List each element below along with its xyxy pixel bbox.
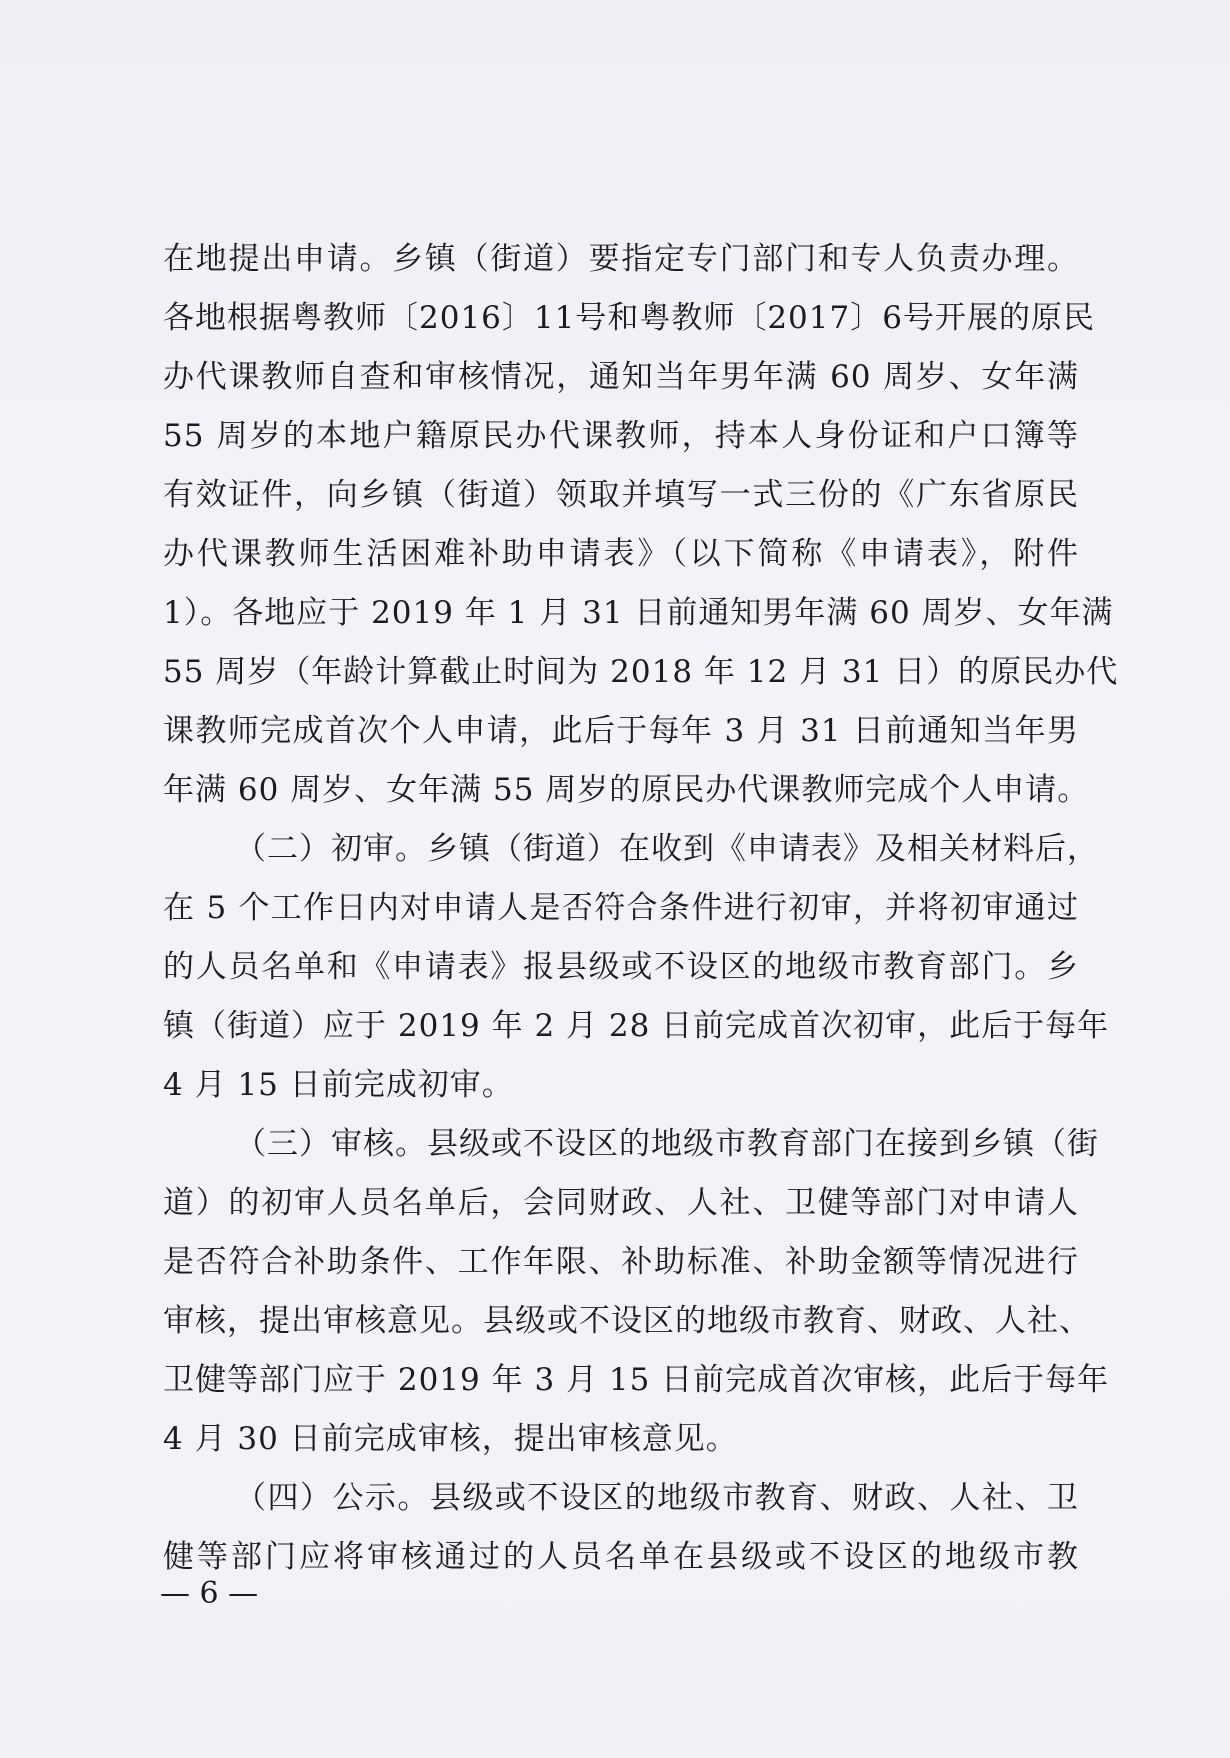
- text-line: 卫健等部门应于 2019 年 3 月 15 日前完成首次审核，此后于每年: [163, 1362, 1110, 1398]
- text-line: 镇（街道）应于 2019 年 2 月 28 日前完成首次初审，此后于每年: [163, 1008, 1110, 1044]
- text-line: 健等部门应将审核通过的人员名单在县级或不设区的地级市教: [163, 1539, 1079, 1575]
- text-line: 的人员名单和《申请表》报县级或不设区的地级市教育部门。乡: [163, 949, 1079, 985]
- text-line: 55 周岁的本地户籍原民办代课教师，持本人身份证和户口簿等: [163, 418, 1079, 454]
- page-number: — 6 —: [160, 1576, 259, 1611]
- text-line: 55 周岁（年龄计算截止时间为 2018 年 12 月 31 日）的原民办代: [163, 654, 1119, 690]
- section-heading-line: （三）审核。县级或不设区的地级市教育部门在接到乡镇（街: [235, 1126, 1099, 1162]
- section-heading-line: （二）初审。乡镇（街道）在收到《申请表》及相关材料后，: [235, 831, 1099, 867]
- text-line: 审核，提出审核意见。县级或不设区的地级市教育、财政、人社、: [163, 1303, 1091, 1339]
- text-line: 办代课教师生活困难补助申请表》（以下简称《申请表》，附件: [163, 536, 1079, 572]
- text-line: 课教师完成首次个人申请，此后于每年 3 月 31 日前通知当年男: [163, 713, 1079, 749]
- text-line: 4 月 15 日前完成初审。: [163, 1067, 514, 1103]
- text-line: 是否符合补助条件、工作年限、补助标准、补助金额等情况进行: [163, 1244, 1079, 1280]
- text-line: 年满 60 周岁、女年满 55 周岁的原民办代课教师完成个人申请。: [163, 772, 1090, 808]
- text-line: 有效证件，向乡镇（街道）领取并填写一式三份的《广东省原民: [163, 477, 1079, 513]
- text-line: 各地根据粤教师〔2016〕11号和粤教师〔2017〕6号开展的原民: [163, 300, 1095, 336]
- text-line: 道）的初审人员名单后，会同财政、人社、卫健等部门对申请人: [163, 1185, 1079, 1221]
- text-line: 在 5 个工作日内对申请人是否符合条件进行初审，并将初审通过: [163, 890, 1079, 926]
- text-line: 4 月 30 日前完成审核，提出审核意见。: [163, 1421, 738, 1457]
- text-line: 在地提出申请。乡镇（街道）要指定专门部门和专人负责办理。: [163, 241, 1079, 277]
- section-heading-line: （四）公示。县级或不设区的地级市教育、财政、人社、卫: [235, 1480, 1079, 1516]
- text-line: 1）。各地应于 2019 年 1 月 31 日前通知男年满 60 周岁、女年满: [163, 595, 1114, 631]
- text-line: 办代课教师自查和审核情况，通知当年男年满 60 周岁、女年满: [163, 359, 1079, 395]
